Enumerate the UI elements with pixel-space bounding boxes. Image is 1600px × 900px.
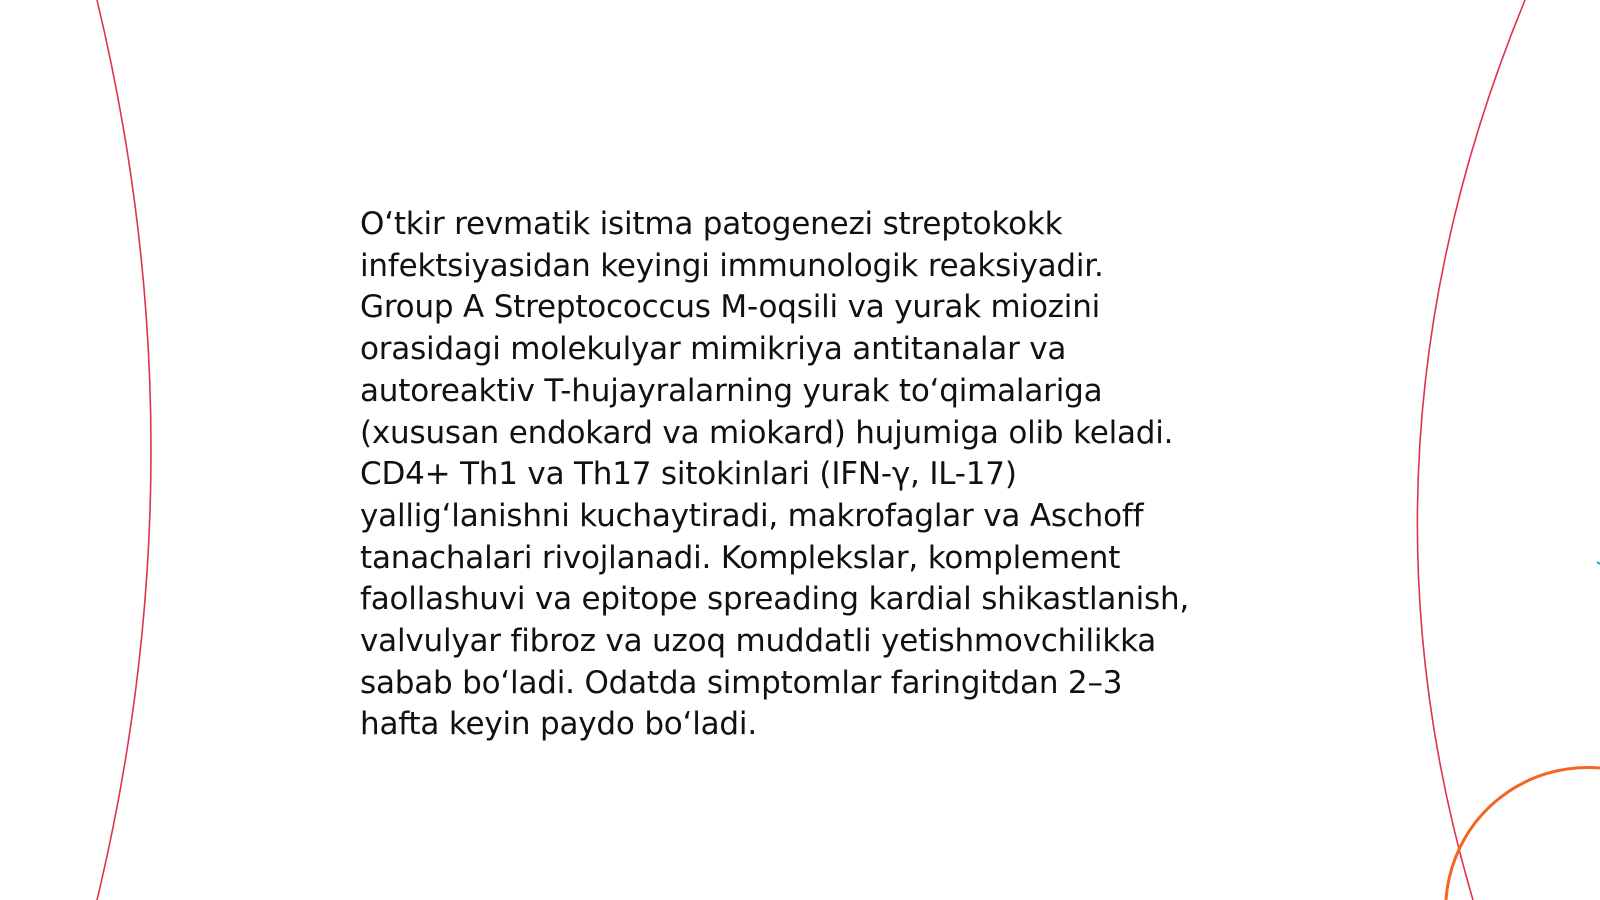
orange-circle-arc bbox=[1446, 767, 1600, 900]
right-arc bbox=[1417, 0, 1525, 900]
left-arc bbox=[97, 0, 151, 900]
slide-body-text: O‘tkir revmatik isitma patogenezi streptokokk infektsiyasidan keyingi immunologik reaksiyadir. Group A Streptococcus M-oqsili va yurak miozini orasidagi molekulyar mimikriya antitanalar va autoreaktiv T-hujayralarning yurak to‘qimalariga (xususan endokard va miokard) hujumiga olib keladi. CD4+ Th1 va Th17 sitokinlari (IFN-γ, IL-17) yallig‘lanishni kuchaytiradi, makrofaglar va Aschoff tanachalari rivojlanadi. Komplekslar, komplement faollashuvi va epitope spreading kardial shikastlanish, valvulyar fibroz va uzoq muddatli yetishmovchilikka sabab bo‘ladi. Odatda simptomlar faringitdan 2–3 hafta keyin paydo bo‘ladi. bbox=[360, 206, 1190, 743]
